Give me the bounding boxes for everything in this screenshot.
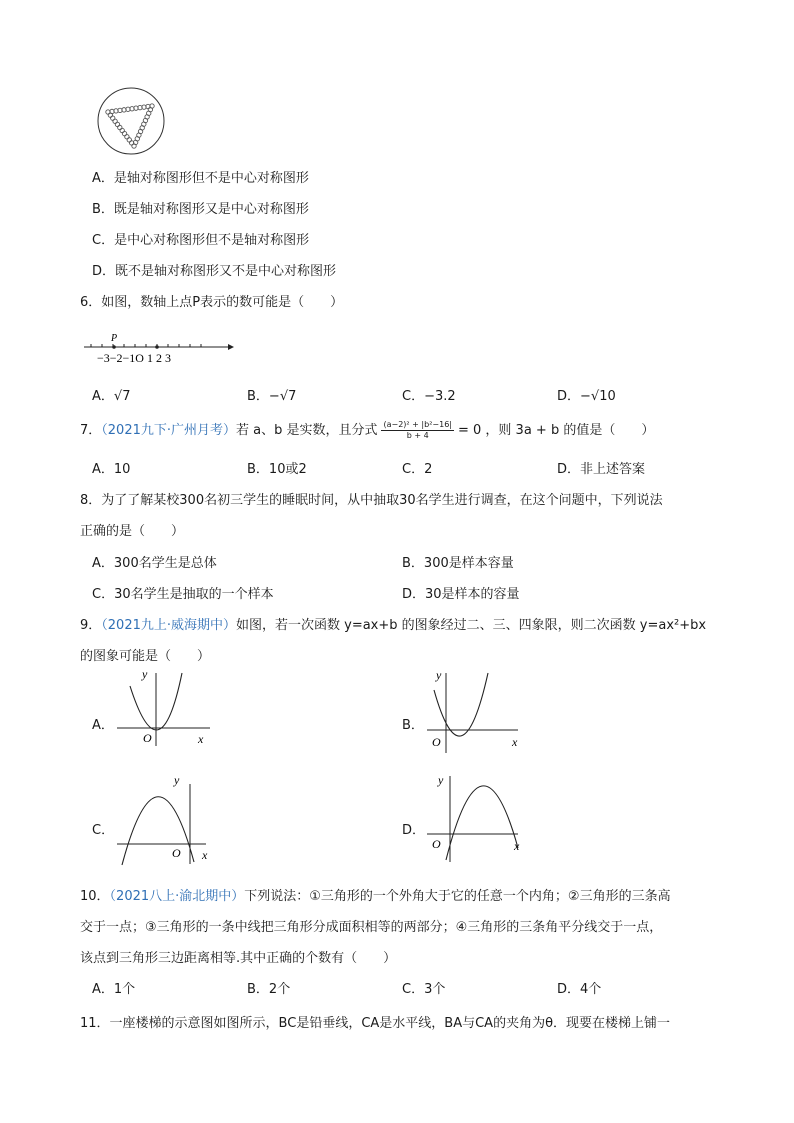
q6-option-a[interactable] — [92, 385, 130, 404]
option-text: √7 — [113, 389, 131, 404]
q5-option-a[interactable] — [92, 167, 309, 186]
q6-number-line — [82, 330, 242, 366]
tick-labels: −3−2−1O 1 2 3 — [97, 351, 171, 365]
q9-option-a-letter[interactable]: A． — [92, 718, 114, 733]
q9-option-c-letter[interactable]: C． — [92, 823, 115, 838]
q9-graph-b — [422, 665, 532, 755]
origin-label: O — [172, 846, 181, 860]
question-source-link[interactable]: （2021九上·威海期中） — [101, 618, 236, 633]
option-letter: D． — [557, 982, 581, 997]
option-letter: C． — [402, 462, 425, 477]
x-axis-label: x — [512, 735, 518, 749]
question-number: 9． — [80, 618, 102, 633]
option-letter: D． — [402, 587, 426, 602]
question-number: 6． — [80, 295, 102, 310]
option-letter: B． — [247, 462, 269, 477]
q10-option-a[interactable] — [92, 978, 135, 997]
fraction-denominator: b + 4 — [406, 431, 429, 440]
q9-option-b-letter[interactable]: B． — [402, 718, 424, 733]
q9-graph-a — [112, 668, 222, 748]
option-letter: A． — [92, 556, 114, 571]
q7-option-d[interactable] — [557, 458, 645, 477]
q6-stem — [80, 291, 343, 310]
y-axis-label: y — [438, 773, 444, 787]
option-text: −3.2 — [424, 389, 456, 404]
option-text: −√7 — [268, 389, 297, 404]
option-letter: D． — [557, 389, 581, 404]
origin-dot — [155, 345, 159, 349]
question-text-cont: = 0 ，则 3a + b 的值是（ ） — [457, 423, 655, 438]
option-text: 既不是轴对称图形又不是中心对称图形 — [115, 264, 337, 279]
x-axis-label: x — [202, 848, 208, 862]
q10-option-b[interactable] — [247, 978, 290, 997]
q5-option-d[interactable] — [92, 260, 336, 279]
option-letter: D． — [557, 462, 581, 477]
question-number: 10． — [80, 889, 110, 904]
x-axis-label: x — [198, 732, 204, 746]
y-axis-label: y — [142, 667, 148, 681]
option-text: 非上述答案 — [580, 462, 646, 477]
option-letter: A． — [92, 389, 114, 404]
q8-option-a[interactable] — [92, 552, 217, 571]
option-text: 2个 — [268, 982, 291, 997]
origin-label: O — [143, 731, 152, 745]
option-text: 2 — [424, 462, 433, 477]
question-text: 如图，若一次函数 y=ax+b 的图象经过二、三、四象限，则二次函数 y=ax²+bx — [236, 618, 707, 633]
question-source-link[interactable]: （2021九下·广州月考） — [101, 423, 236, 438]
q10-stem-line2: 交于一点；③三角形的一条中线把三角形分成面积相等的两部分；④三角形的三条角平分线交于一点， — [80, 920, 663, 935]
q10-option-d[interactable] — [557, 978, 601, 997]
q9-option-d-letter[interactable]: D． — [402, 823, 426, 838]
point-p-label: P — [111, 333, 118, 344]
option-text: 10 — [113, 462, 131, 477]
option-text: 300是样本容量 — [423, 556, 514, 571]
option-text: 1个 — [113, 982, 136, 997]
q11-stem-line1 — [80, 1012, 670, 1031]
option-letter: C． — [402, 982, 425, 997]
q8-option-d[interactable] — [402, 583, 520, 602]
option-letter: B． — [402, 556, 424, 571]
option-text: 10或2 — [268, 462, 307, 477]
q10-stem-line1 — [80, 885, 671, 904]
fraction-numerator: (a−2)² + |b²−16| — [383, 420, 452, 429]
option-letter: B． — [92, 202, 114, 217]
option-text: 既是轴对称图形又是中心对称图形 — [113, 202, 309, 217]
q9-graph-d — [422, 768, 532, 863]
question-text: 下列说法：①三角形的一个外角大于它的任意一个内角；②三角形的三条高 — [244, 889, 671, 904]
option-letter: A． — [92, 982, 114, 997]
q6-option-b[interactable] — [247, 385, 296, 404]
option-text: 是中心对称图形但不是轴对称图形 — [114, 233, 310, 248]
option-letter: C． — [92, 233, 115, 248]
q10-stem-line3: 该点到三角形三边距离相等.其中正确的个数有（ ） — [80, 951, 397, 966]
option-letter: A． — [92, 171, 114, 186]
q10-option-c[interactable] — [402, 978, 445, 997]
option-text: 3个 — [424, 982, 446, 997]
question-text: 如图，数轴上点P表示的数可能是（ ） — [101, 295, 344, 310]
q7-stem — [80, 419, 654, 441]
option-text: −√10 — [580, 389, 616, 404]
origin-label: O — [432, 837, 441, 851]
q9-stem-line2: 的图象可能是（ ） — [80, 649, 211, 664]
q9-stem-line1 — [80, 614, 706, 633]
bead-shape — [108, 113, 112, 117]
q6-option-c[interactable] — [402, 385, 456, 404]
option-letter: A． — [92, 462, 114, 477]
q5-option-c[interactable] — [92, 229, 309, 248]
point-p — [112, 345, 116, 349]
option-letter: B． — [247, 982, 269, 997]
option-letter: D． — [92, 264, 116, 279]
question-source-link[interactable]: （2021八上·渝北期中） — [109, 889, 245, 904]
x-axis-label: x — [514, 839, 520, 853]
question-number: 11． — [80, 1016, 110, 1031]
option-text: 4个 — [580, 982, 602, 997]
question-text: 若 a、b 是实数，且分式 — [236, 423, 378, 438]
q7-option-c[interactable] — [402, 458, 432, 477]
fraction — [381, 420, 454, 441]
question-number: 8． — [80, 493, 102, 508]
q8-stem-line1 — [80, 489, 663, 508]
option-text: 30是样本的容量 — [425, 587, 520, 602]
option-text: 是轴对称图形但不是中心对称图形 — [113, 171, 309, 186]
question-number: 7． — [80, 423, 102, 438]
option-letter: B． — [247, 389, 269, 404]
question-text: 一座楼梯的示意图如图所示，BC是铅垂线，CA是水平线，BA与CA的夹角为θ．现要在楼梯上铺一 — [109, 1016, 671, 1031]
q5-option-b[interactable] — [92, 198, 309, 217]
option-letter: C． — [92, 587, 115, 602]
q6-option-d[interactable] — [557, 385, 616, 404]
q9-graph-c — [112, 770, 222, 865]
option-text: 300名学生是总体 — [113, 556, 217, 571]
y-axis-label: y — [174, 773, 180, 787]
y-axis-label: y — [436, 668, 442, 682]
q8-option-c[interactable] — [92, 583, 274, 602]
q5-figure — [96, 86, 166, 156]
q8-stem-line2: 正确的是（ ） — [80, 524, 185, 539]
question-text: 为了了解某校300名初三学生的睡眠时间，从中抽取30名学生进行调查，在这个问题中，下列说法 — [101, 493, 663, 508]
q7-option-b[interactable] — [247, 458, 307, 477]
option-text: 30名学生是抽取的一个样本 — [114, 587, 274, 602]
q7-option-a[interactable] — [92, 458, 130, 477]
q8-option-b[interactable] — [402, 552, 514, 571]
origin-label: O — [432, 735, 441, 749]
option-letter: C． — [402, 389, 425, 404]
